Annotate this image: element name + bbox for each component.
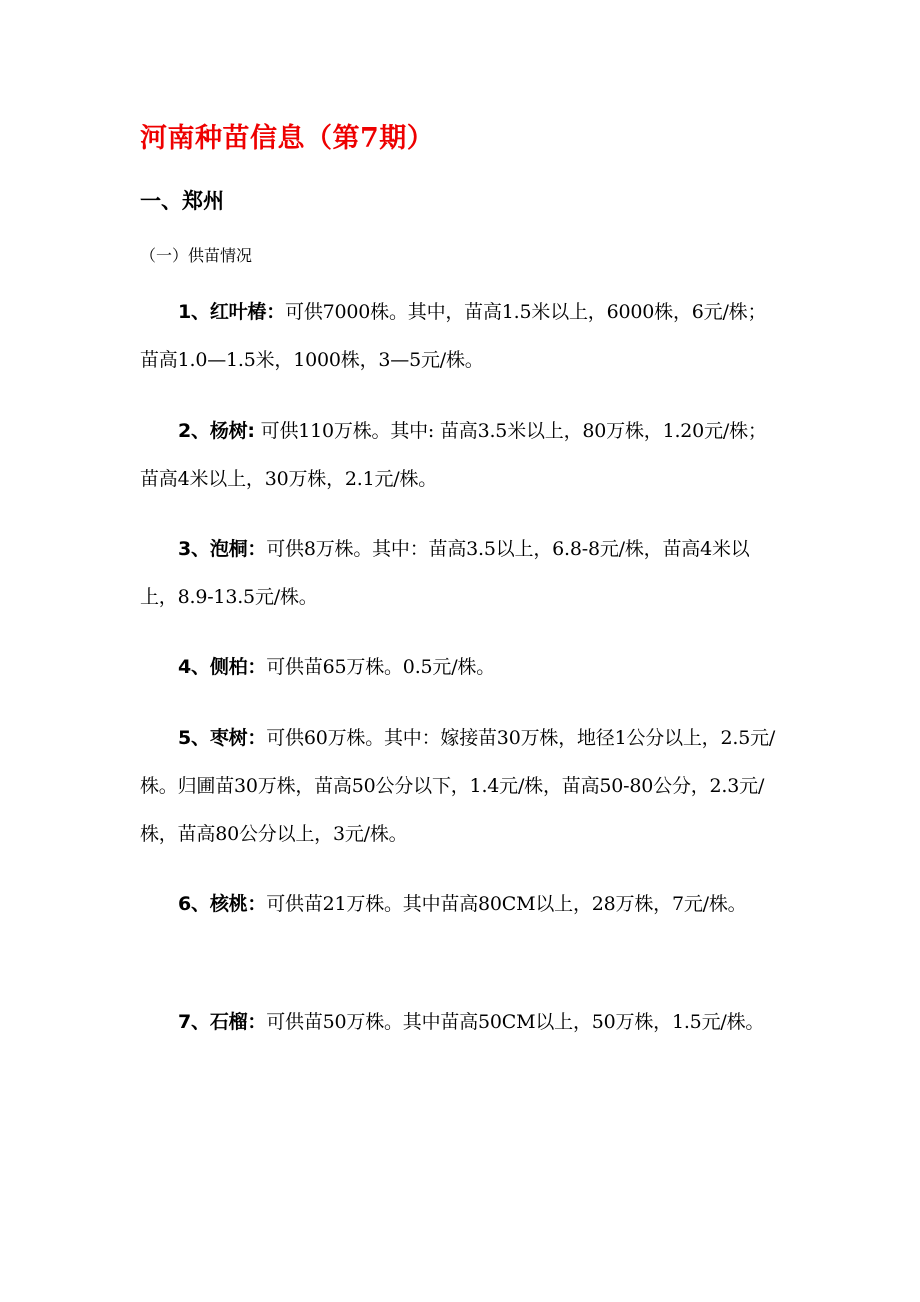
list-item [140,525,780,621]
item-text: 可供110万株。其中: 苗高3.5米以上，80万株，1.20元/株；苗高4米以上，30万株，2.1元/株。 [140,420,767,490]
item-name: 6、核桃： [178,893,267,915]
item-name: 3、泡桐： [178,538,267,560]
subsection-heading: （一）供苗情况 [140,246,253,265]
list-item [140,880,780,928]
list-item [140,288,780,384]
document-title: 河南种苗信息（第7期） [140,123,435,154]
list-item [140,998,780,1046]
section-heading: 一、郑州 [140,189,224,213]
item-name: 7、石榴： [178,1011,267,1033]
list-item [140,643,780,691]
list-item [140,714,780,858]
item-text: 可供60万株。其中：嫁接苗30万株，地径1公分以上，2.5元/株。归圃苗30万株，苗高50公分以下，1.4元/株，苗高50-80公分，2.3元/株，苗高80公分以上，3元/株。 [140,727,776,845]
item-text: 可供苗65万株。0.5元/株。 [266,656,496,678]
item-name: 4、侧柏： [178,656,267,678]
list-item [140,407,780,503]
item-text: 可供苗21万株。其中苗高80CM以上，28万株，7元/株。 [266,893,747,915]
item-name: 1、红叶椿： [178,301,286,323]
item-text: 可供7000株。其中，苗高1.5米以上，6000株，6元/株；苗高1.0—1.5米，1000株，3—5元/株。 [140,301,767,371]
item-name: 2、杨树: [178,420,255,442]
item-text: 可供8万株。其中：苗高3.5以上，6.8-8元/株，苗高4米以上，8.9-13.5元/株。 [140,538,750,608]
item-name: 5、枣树： [178,727,267,749]
item-text: 可供苗50万株。其中苗高50CM以上，50万株，1.5元/株。 [266,1011,765,1033]
